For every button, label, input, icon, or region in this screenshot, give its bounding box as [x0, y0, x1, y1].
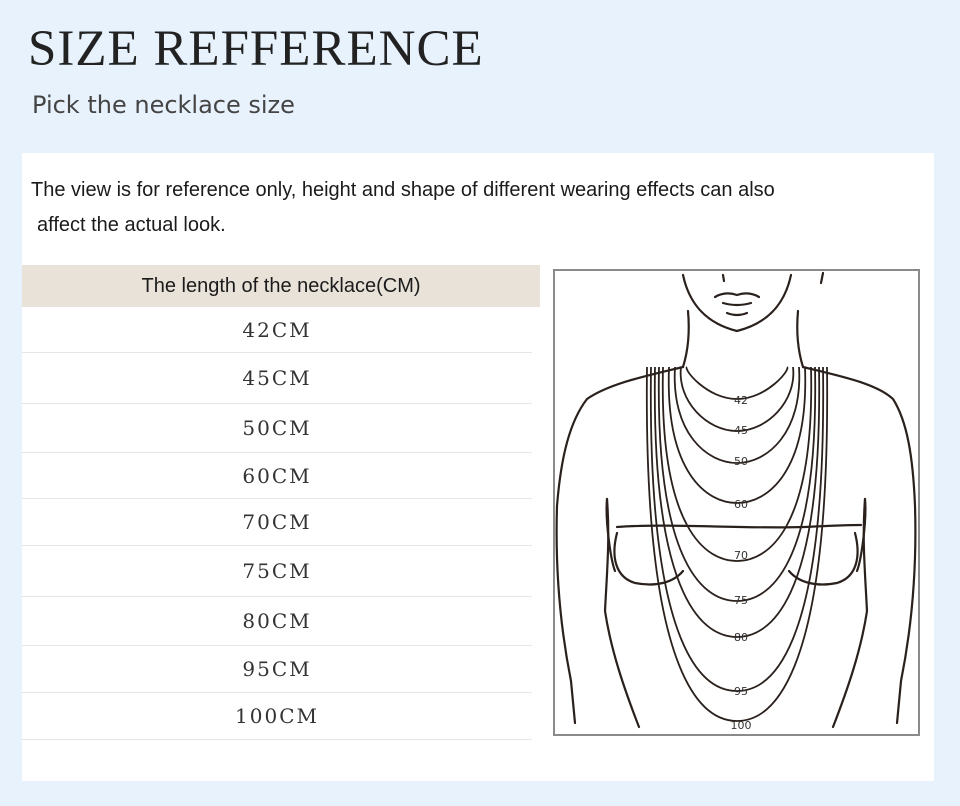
size-row: 50CM	[22, 404, 532, 453]
right-torso	[833, 499, 867, 727]
jaw-mark-left	[723, 275, 724, 281]
necklace-chains	[647, 367, 827, 721]
necklace-chain	[647, 367, 827, 721]
necklace-length-label: 70	[734, 549, 748, 562]
size-row: 80CM	[22, 597, 532, 646]
size-row: 100CM	[22, 693, 532, 740]
size-row: 42CM	[22, 307, 532, 353]
note-line-2: affect the actual look.	[37, 214, 226, 236]
size-row: 60CM	[22, 453, 532, 499]
necklace-length-label: 60	[734, 498, 748, 511]
necklace-length-label: 50	[734, 455, 748, 468]
necklace-length-label: 100	[730, 719, 752, 732]
note-line-1: The view is for reference only, height and shape of different wearing effects can also	[31, 179, 775, 201]
chin-mark	[727, 313, 747, 315]
reference-note	[31, 173, 931, 243]
mouth-mark	[715, 293, 759, 297]
left-bust-curve	[614, 533, 683, 585]
size-table-header: The length of the necklace(CM)	[22, 265, 540, 307]
page-title: SIZE REFFERENCE	[28, 21, 484, 77]
necklace-length-label: 42	[734, 394, 748, 407]
content-card	[22, 153, 934, 781]
size-row: 45CM	[22, 353, 532, 404]
necklace-length-label: 95	[734, 685, 748, 698]
size-list	[22, 307, 532, 740]
torso-illustration	[555, 271, 918, 734]
chin-outline	[683, 275, 791, 331]
necklace-length-labels	[731, 394, 752, 732]
neck-right	[797, 311, 803, 367]
necklace-length-label: 80	[734, 631, 748, 644]
left-torso	[605, 499, 639, 727]
mouth-mark-lower	[723, 303, 751, 305]
jaw-mark-right	[821, 273, 823, 283]
size-row: 95CM	[22, 646, 532, 693]
right-bust-curve	[789, 533, 858, 585]
size-row: 70CM	[22, 499, 532, 546]
neck-left	[683, 311, 689, 367]
page-subtitle: Pick the necklace size	[32, 91, 295, 119]
necklace-length-label: 75	[734, 594, 748, 607]
necklace-chain	[675, 367, 800, 463]
size-row: 75CM	[22, 546, 532, 597]
size-table	[22, 265, 540, 740]
necklace-length-label: 45	[734, 424, 748, 437]
bust-line	[617, 525, 861, 527]
necklace-length-diagram	[553, 269, 920, 736]
